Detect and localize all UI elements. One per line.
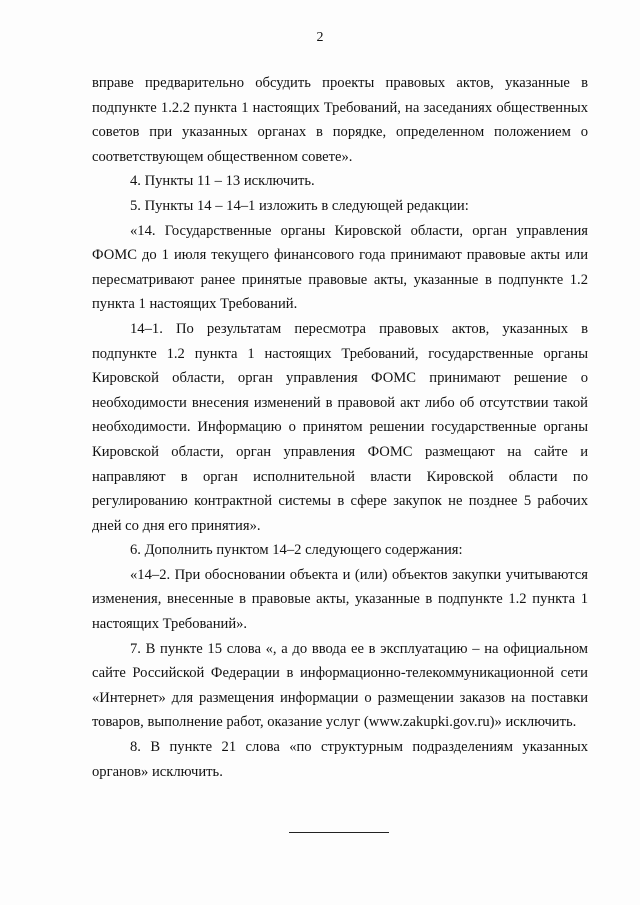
- document-body: [92, 71, 588, 784]
- end-separator-line: [289, 832, 389, 833]
- paragraph-item-8: 8. В пункте 21 слова «по структурным подразделениям указанных органов» исключить.: [92, 739, 588, 780]
- paragraph-item-4: 4. Пункты 11 – 13 исключить.: [130, 173, 315, 190]
- paragraph-clause-14-1: 14–1. По результатам пересмотра правовых актов, указанных в подпункте 1.2 пункта 1 настоящих Требований, государственные органы Кировской области, орган управления ФОМС принимают решение о необходимости внесения изменений в правовой акт либо об отсутствии такой необходимости. Информацию о принятом решении государственные органы Кировской области, орган управления ФОМС размещают на сайте и направляют в орган исполнительной власти Кировской области по регулированию контрактной системы в сфере закупок не позднее 5 рабочих дней со дня его принятия».: [92, 320, 588, 534]
- paragraph-item-7: 7. В пункте 15 слова «, а до ввода ее в эксплуатацию – на официальном сайте Российской Федерации в информационно-телекоммуникационной сети «Интернет» для размещения информации о размещении заказов на поставки товаров, выполнение работ, оказание услуг (www.zakupki.gov.ru)» исключить.: [92, 640, 588, 731]
- paragraph-item-6: 6. Дополнить пунктом 14–2 следующего содержания:: [130, 542, 463, 559]
- paragraph-continuation: вправе предварительно обсудить проекты правовых актов, указанные в подпункте 1.2.2 пункта 1 настоящих Требований, на заседаниях общественных советов при указанных органах в порядке, определенном положением о соответствующем общественном совете».: [92, 75, 588, 165]
- page-number: 2: [316, 30, 324, 45]
- paragraph-clause-14: «14. Государственные органы Кировской области, орган управления ФОМС до 1 июля текущего финансового года принимают правовые акты или пересматривают ранее принятые правовые акты, указанные в подпункте 1.2 пункта 1 настоящих Требований.: [92, 222, 588, 313]
- paragraph-item-5: 5. Пункты 14 – 14–1 изложить в следующей редакции:: [130, 197, 469, 214]
- paragraph-clause-14-2: «14–2. При обосновании объекта и (или) объектов закупки учитываются изменения, внесенные в правовые акты, указанные в подпункте 1.2 пункта 1 настоящих Требований».: [92, 566, 588, 633]
